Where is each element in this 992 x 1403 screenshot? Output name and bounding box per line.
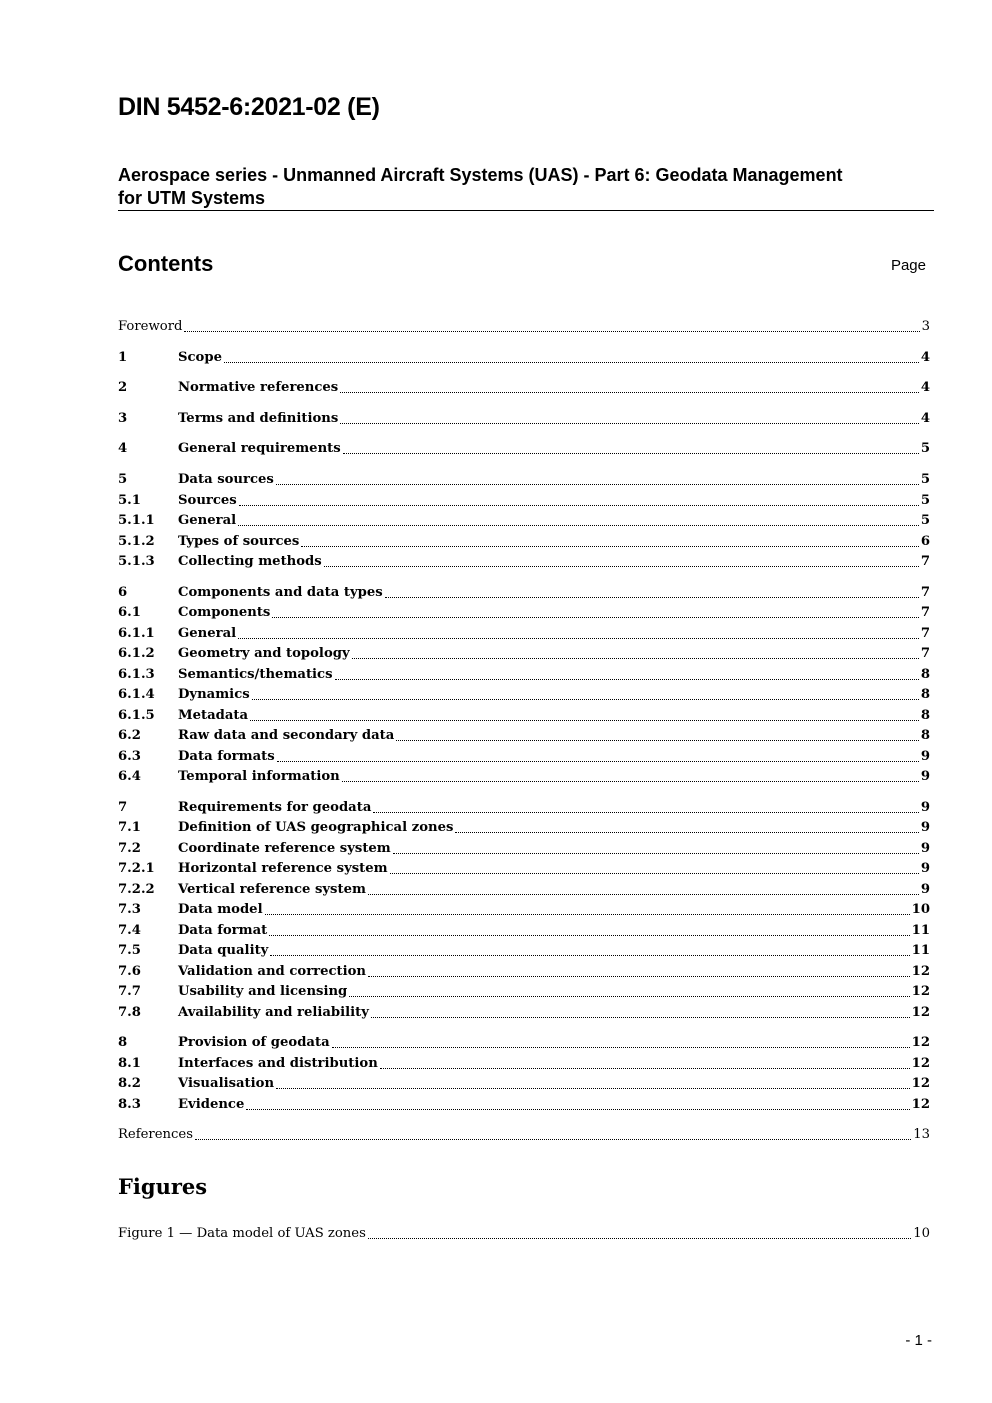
- toc-leader-dots: [349, 996, 909, 997]
- toc-entry-page: 11: [911, 923, 930, 938]
- toc-entry-number: 6.1: [118, 605, 141, 620]
- toc-entry-title: General: [178, 626, 237, 641]
- toc-leader-dots: [252, 699, 919, 700]
- toc-entry[interactable]: [118, 491, 930, 511]
- toc-entry-number: 7.1: [118, 820, 141, 835]
- toc-entry-page: 9: [920, 749, 930, 764]
- toc-entry-page: 9: [920, 882, 930, 897]
- toc-entry-title: Metadata: [178, 708, 249, 723]
- toc-entry-page: 4: [920, 411, 930, 426]
- toc-entry[interactable]: [118, 439, 930, 459]
- document-title: [118, 164, 934, 210]
- toc-entry-number: 2: [118, 380, 128, 395]
- toc-entry-title: Normative references: [178, 380, 339, 395]
- toc-leader-dots: [269, 935, 909, 936]
- toc-entry-number: 1: [118, 350, 128, 365]
- toc-entry-number: 6: [118, 585, 128, 600]
- toc-entry-number: 5.1.2: [118, 534, 155, 549]
- toc-entry[interactable]: [118, 880, 930, 900]
- toc-entry-page: 13: [913, 1127, 930, 1142]
- document-title-line2: for UTM Systems: [118, 188, 266, 208]
- page-column-label: Page: [890, 257, 926, 274]
- toc-entry-title: Dynamics: [178, 687, 250, 702]
- toc-entry-page: 5: [920, 441, 930, 456]
- toc-entry-page: 7: [920, 554, 930, 569]
- toc-entry-title: Foreword: [118, 319, 183, 334]
- toc-leader-dots: [368, 976, 910, 977]
- toc-entry-page: 8: [920, 667, 930, 682]
- toc-entry-number: 6.1.5: [118, 708, 155, 723]
- toc-entry[interactable]: [118, 726, 930, 746]
- toc-entry-title: Validation and correction: [178, 964, 366, 979]
- toc-entry-page: 9: [920, 861, 930, 876]
- toc-entry[interactable]: [118, 1125, 930, 1145]
- toc-entry-page: 4: [920, 350, 930, 365]
- toc-entry-title: References: [118, 1127, 193, 1142]
- page-number: - 1 -: [905, 1332, 932, 1349]
- toc-entry-page: 12: [911, 1056, 930, 1071]
- toc-leader-dots: [301, 546, 918, 547]
- toc-entry-number: 5: [118, 472, 128, 487]
- toc-entry-number: 6.3: [118, 749, 141, 764]
- toc-entry-title: Semantics/thematics: [178, 667, 333, 682]
- toc-leader-dots: [393, 853, 919, 854]
- toc-entry-page: 8: [920, 687, 930, 702]
- toc-entry[interactable]: [118, 1054, 930, 1074]
- toc-leader-dots: [239, 505, 919, 506]
- toc-entry-page: 9: [920, 769, 930, 784]
- toc-entry-page: 12: [911, 1005, 930, 1020]
- toc-leader-dots: [390, 873, 919, 874]
- toc-leader-dots: [385, 597, 919, 598]
- toc-entry-page: 11: [911, 943, 930, 958]
- toc-entry[interactable]: [118, 624, 930, 644]
- toc-entry-title: General requirements: [178, 441, 341, 456]
- toc-entry-title: Data format: [178, 923, 268, 938]
- toc-entry-number: 7.6: [118, 964, 141, 979]
- contents-heading: Contents: [118, 251, 214, 276]
- toc-entry-page: 12: [911, 1035, 930, 1050]
- toc-entry[interactable]: [118, 583, 930, 603]
- toc-entry-page: 7: [920, 626, 930, 641]
- toc-entry-title: Definition of UAS geographical zones: [178, 820, 454, 835]
- figure-entry-page: 10: [913, 1226, 930, 1241]
- toc-entry[interactable]: [118, 767, 930, 787]
- toc-entry[interactable]: [118, 747, 930, 767]
- toc-entry-page: 7: [920, 605, 930, 620]
- toc-entry-number: 5.1: [118, 493, 141, 508]
- toc-entry[interactable]: [118, 1033, 930, 1053]
- toc-entry-title: General: [178, 513, 237, 528]
- document-title-line1: Aerospace series - Unmanned Aircraft Systems (UAS) - Part 6: Geodata Management: [118, 165, 843, 185]
- toc-entry[interactable]: [118, 818, 930, 838]
- toc-entry[interactable]: [118, 552, 930, 572]
- toc-entry-page: 8: [920, 708, 930, 723]
- toc-leader-dots: [332, 1047, 910, 1048]
- toc-entry[interactable]: [118, 470, 930, 490]
- toc-entry-number: 7.2.1: [118, 861, 155, 876]
- toc-entry-page: 12: [911, 1097, 930, 1112]
- toc-entry-title: Horizontal reference system: [178, 861, 388, 876]
- document-id: DIN 5452-6:2021-02 (E): [118, 93, 380, 121]
- toc-leader-dots: [335, 679, 919, 680]
- toc-entry-page: 9: [920, 820, 930, 835]
- toc-leader-dots: [371, 1017, 910, 1018]
- toc-entry-number: 4: [118, 441, 128, 456]
- toc-entry[interactable]: [118, 348, 930, 368]
- toc-leader-dots: [340, 392, 919, 393]
- toc-leader-dots: [380, 1068, 910, 1069]
- toc-entry-number: 6.1.4: [118, 687, 155, 702]
- toc-entry-title: Geometry and topology: [178, 646, 350, 661]
- toc-leader-dots: [195, 1139, 911, 1140]
- toc-entry-title: Collecting methods: [178, 554, 322, 569]
- toc-entry[interactable]: [118, 685, 930, 705]
- toc-leader-dots: [224, 362, 919, 363]
- toc-leader-dots: [250, 720, 919, 721]
- toc-entry[interactable]: [118, 317, 930, 337]
- toc-entry-page: 7: [920, 646, 930, 661]
- toc-entry-number: 6.1.3: [118, 667, 155, 682]
- toc-entry-page: 8: [920, 728, 930, 743]
- figures-heading: Figures: [118, 1174, 208, 1199]
- toc-entry-title: Components: [178, 605, 271, 620]
- toc-entry[interactable]: [118, 706, 930, 726]
- toc-entry-title: Scope: [178, 350, 222, 365]
- figure-entry-title: Figure 1 — Data model of UAS zones: [118, 1226, 366, 1241]
- toc-entry[interactable]: [118, 839, 930, 859]
- toc-leader-dots: [184, 331, 919, 332]
- toc-entry[interactable]: [118, 378, 930, 398]
- toc-entry-title: Data model: [178, 902, 263, 917]
- toc-entry[interactable]: [118, 511, 930, 531]
- toc-entry-number: 8: [118, 1035, 128, 1050]
- toc-entry-title: Sources: [178, 493, 237, 508]
- toc-entry-number: 7.5: [118, 943, 141, 958]
- toc-entry-page: 10: [911, 902, 930, 917]
- toc-entry[interactable]: [118, 900, 930, 920]
- toc-leader-dots: [455, 832, 918, 833]
- toc-entry-number: 8.2: [118, 1076, 141, 1091]
- toc-entry-page: 3: [921, 319, 930, 334]
- toc-entry-title: Vertical reference system: [178, 882, 366, 897]
- toc-entry-page: 4: [920, 380, 930, 395]
- toc-entry-title: Raw data and secondary data: [178, 728, 395, 743]
- toc-entry-title: Data formats: [178, 749, 275, 764]
- toc-entry-title: Interfaces and distribution: [178, 1056, 378, 1071]
- toc-entry-number: 3: [118, 411, 128, 426]
- toc-entry-page: 9: [920, 800, 930, 815]
- toc-entry-title: Types of sources: [178, 534, 300, 549]
- toc-entry-number: 6.2: [118, 728, 141, 743]
- toc-entry[interactable]: [118, 1074, 930, 1094]
- toc-leader-dots: [272, 617, 918, 618]
- toc-entry[interactable]: [118, 665, 930, 685]
- toc-leader-dots: [373, 812, 918, 813]
- toc-leader-dots: [246, 1109, 909, 1110]
- figure-leader-dots: [368, 1238, 911, 1239]
- toc-entry-page: 5: [920, 472, 930, 487]
- toc-entry-page: 5: [920, 513, 930, 528]
- toc-leader-dots: [340, 423, 919, 424]
- toc-entry-number: 7.2: [118, 841, 141, 856]
- toc-entry-title: Coordinate reference system: [178, 841, 391, 856]
- toc-entry-number: 5.1.3: [118, 554, 155, 569]
- toc-entry-number: 7: [118, 800, 128, 815]
- toc-leader-dots: [324, 566, 919, 567]
- toc-entry[interactable]: [118, 603, 930, 623]
- toc-leader-dots: [277, 761, 919, 762]
- toc-leader-dots: [276, 484, 919, 485]
- toc-entry-title: Visualisation: [178, 1076, 275, 1091]
- toc-entry-title: Temporal information: [178, 769, 340, 784]
- toc-leader-dots: [368, 894, 919, 895]
- toc-entry-page: 12: [911, 1076, 930, 1091]
- toc-entry[interactable]: [118, 644, 930, 664]
- figure-entry[interactable]: [118, 1224, 930, 1244]
- toc-leader-dots: [238, 525, 919, 526]
- toc-entry[interactable]: [118, 409, 930, 429]
- toc-leader-dots: [265, 914, 910, 915]
- toc-entry-number: 5.1.1: [118, 513, 155, 528]
- toc-leader-dots: [342, 781, 919, 782]
- toc-entry[interactable]: [118, 798, 930, 818]
- toc-leader-dots: [276, 1088, 910, 1089]
- toc-leader-dots: [270, 955, 909, 956]
- toc-entry-title: Data sources: [178, 472, 274, 487]
- toc-entry-number: 6.1.1: [118, 626, 155, 641]
- toc-entry-title: Data quality: [178, 943, 269, 958]
- toc-entry[interactable]: [118, 921, 930, 941]
- toc-entry[interactable]: [118, 1095, 930, 1115]
- toc-entry-number: 7.8: [118, 1005, 141, 1020]
- title-divider: [118, 210, 934, 211]
- toc-leader-dots: [352, 658, 919, 659]
- toc-entry-number: 7.3: [118, 902, 141, 917]
- toc-entry-title: Evidence: [178, 1097, 245, 1112]
- toc-leader-dots: [396, 740, 919, 741]
- toc-entry-number: 8.1: [118, 1056, 141, 1071]
- toc-entry[interactable]: [118, 859, 930, 879]
- toc-entry-number: 7.4: [118, 923, 141, 938]
- toc-entry-page: 9: [920, 841, 930, 856]
- toc-entry[interactable]: [118, 982, 930, 1002]
- toc-leader-dots: [238, 638, 919, 639]
- toc-entry-title: Provision of geodata: [178, 1035, 330, 1050]
- toc-leader-dots: [343, 453, 919, 454]
- toc-entry-number: 7.2.2: [118, 882, 155, 897]
- toc-entry[interactable]: [118, 1003, 930, 1023]
- toc-entry-title: Usability and licensing: [178, 984, 348, 999]
- toc-entry-number: 6.1.2: [118, 646, 155, 661]
- toc-entry-page: 5: [920, 493, 930, 508]
- toc-entry-title: Availability and reliability: [178, 1005, 369, 1020]
- toc-entry-title: Requirements for geodata: [178, 800, 372, 815]
- toc-entry[interactable]: [118, 962, 930, 982]
- toc-entry-title: Components and data types: [178, 585, 383, 600]
- toc-entry-title: Terms and definitions: [178, 411, 339, 426]
- toc-entry-number: 7.7: [118, 984, 141, 999]
- toc-entry-number: 8.3: [118, 1097, 141, 1112]
- toc-entry-page: 12: [911, 984, 930, 999]
- toc-entry-number: 6.4: [118, 769, 141, 784]
- toc-entry-page: 7: [920, 585, 930, 600]
- toc-entry[interactable]: [118, 532, 930, 552]
- toc-entry-page: 12: [911, 964, 930, 979]
- toc-entry-page: 6: [920, 534, 930, 549]
- toc-entry[interactable]: [118, 941, 930, 961]
